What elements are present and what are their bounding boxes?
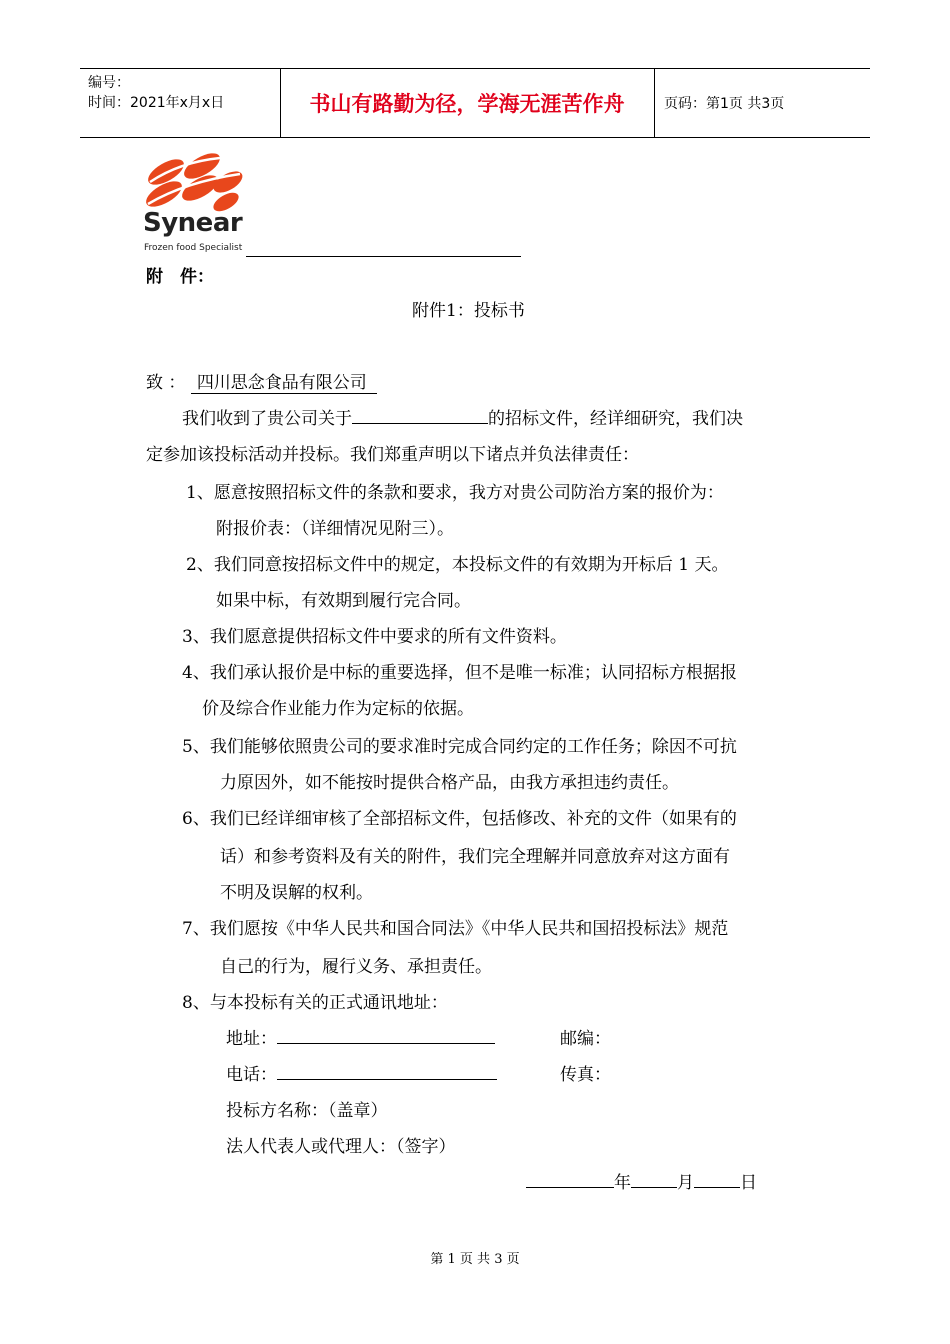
date-line: [526, 1168, 757, 1193]
item-5-line-1: 5、我们能够依照贵公司的要求准时完成合同约定的工作任务；除因不可抗: [182, 737, 737, 757]
logo-rule: [246, 256, 521, 257]
intro-line-2: 定参加该投标活动并投标。我们郑重声明以下诸点并负法律责任：: [146, 445, 639, 465]
item-6-line-2: 话）和参考资料及有关的附件，我们完全理解并同意放弃对这方面有: [220, 847, 730, 867]
number-label: 编号：: [88, 75, 130, 91]
item-1-line-2: 附报价表：（详细情况见附三）。: [216, 519, 454, 539]
item-7-line-2: 自己的行为，履行义务、承担责任。: [220, 957, 492, 977]
day-label: 日: [740, 1173, 757, 1193]
phone-row: [226, 1060, 497, 1085]
item-2-line-2: 如果中标，有效期到履行完合同。: [216, 591, 471, 611]
to-label: 致 ：: [146, 373, 186, 393]
year-label: 年: [614, 1173, 631, 1193]
item-5-line-2: 力原因外，如不能按时提供合格产品，由我方承担违约责任。: [220, 773, 679, 793]
doc-title: 附件1：投标书: [412, 301, 525, 321]
header-meta: [88, 73, 224, 113]
blank-field[interactable]: [352, 405, 488, 424]
intro-line-1: [182, 404, 743, 429]
header-divider: [654, 69, 655, 137]
page-footer: 第 1 页 共 3 页: [430, 1252, 520, 1267]
address-label: 地址：: [226, 1029, 277, 1049]
bidder-label: 投标方名称：（盖章）: [226, 1101, 388, 1121]
intro-part-2: 的招标文件，经详细研究，我们决: [488, 409, 743, 429]
intro-part-1: 我们收到了贵公司关于: [182, 409, 352, 429]
time-label: 时间：2021年x月x日: [88, 95, 225, 111]
logo-tagline: Frozen food Specialist: [144, 243, 243, 253]
to-line: [146, 368, 377, 393]
logo-wordmark: Synear: [143, 208, 243, 238]
item-8-line-1: 8、与本投标有关的正式通讯地址：: [182, 993, 448, 1013]
item-3-line-1: 3、我们愿意提供招标文件中要求的所有文件资料。: [182, 627, 567, 647]
address-row: [226, 1024, 495, 1049]
item-4-line-1: 4、我们承认报价是中标的重要选择，但不是唯一标准；认同招标方根据报: [182, 663, 737, 683]
fax-label: 传真：: [560, 1065, 611, 1085]
month-label: 月: [677, 1173, 694, 1193]
header-page-info: 页码：第1页 共3页: [664, 96, 785, 112]
postcode-label: 邮编：: [560, 1029, 611, 1049]
day-field[interactable]: [694, 1169, 740, 1188]
item-7-line-1: 7、我们愿按《中华人民共和国合同法》《中华人民共和国招投标法》规范: [182, 919, 729, 939]
recipient: 四川思念食品有限公司: [191, 373, 377, 394]
representative-label: 法人代表人或代理人：（签字）: [226, 1137, 456, 1157]
item-2-line-1: 2、我们同意按招标文件中的规定，本投标文件的有效期为开标后 1 天。: [186, 555, 729, 575]
month-field[interactable]: [631, 1169, 677, 1188]
item-4-line-2: 价及综合作业能力作为定标的依据。: [202, 699, 474, 719]
item-6-line-3: 不明及误解的权利。: [220, 883, 373, 903]
header-motto: 书山有路勤为径，学海无涯苦作舟: [309, 92, 625, 116]
header-table: [80, 68, 870, 138]
phone-field[interactable]: [277, 1061, 497, 1080]
item-6-line-1: 6、我们已经详细审核了全部招标文件，包括修改、补充的文件（如果有的: [182, 809, 737, 829]
item-1-line-1: 1、愿意按照招标文件的条款和要求，我方对贵公司防治方案的报价为：: [186, 483, 724, 503]
year-field[interactable]: [526, 1169, 614, 1188]
address-field[interactable]: [277, 1025, 495, 1044]
phone-label: 电话：: [226, 1065, 277, 1085]
attachment-heading: 附 件：: [146, 267, 214, 287]
